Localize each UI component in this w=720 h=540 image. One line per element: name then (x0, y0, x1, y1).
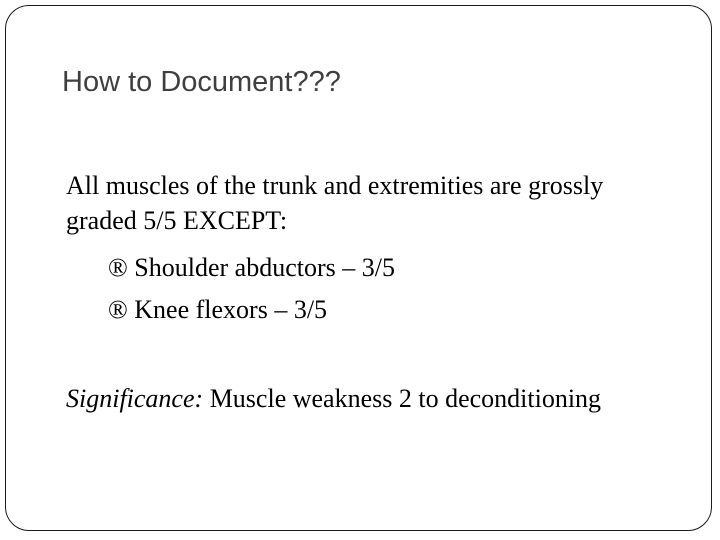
bullet-text: Knee flexors – 3/5 (134, 295, 328, 324)
intro-text: All muscles of the trunk and extremities are grossly graded 5/5 EXCEPT: (66, 171, 604, 235)
bullet-text: Shoulder abductors – 3/5 (134, 253, 395, 282)
bullet-marker-icon: ® (108, 253, 128, 282)
significance-body: Muscle weakness 2 to deconditioning (209, 384, 602, 413)
list-item (108, 250, 395, 285)
significance-label: Significance: (66, 384, 204, 413)
list-item (108, 292, 327, 327)
slide-title: How to Document??? (62, 66, 341, 98)
significance-text (66, 381, 626, 416)
bullet-marker-icon: ® (108, 295, 128, 324)
